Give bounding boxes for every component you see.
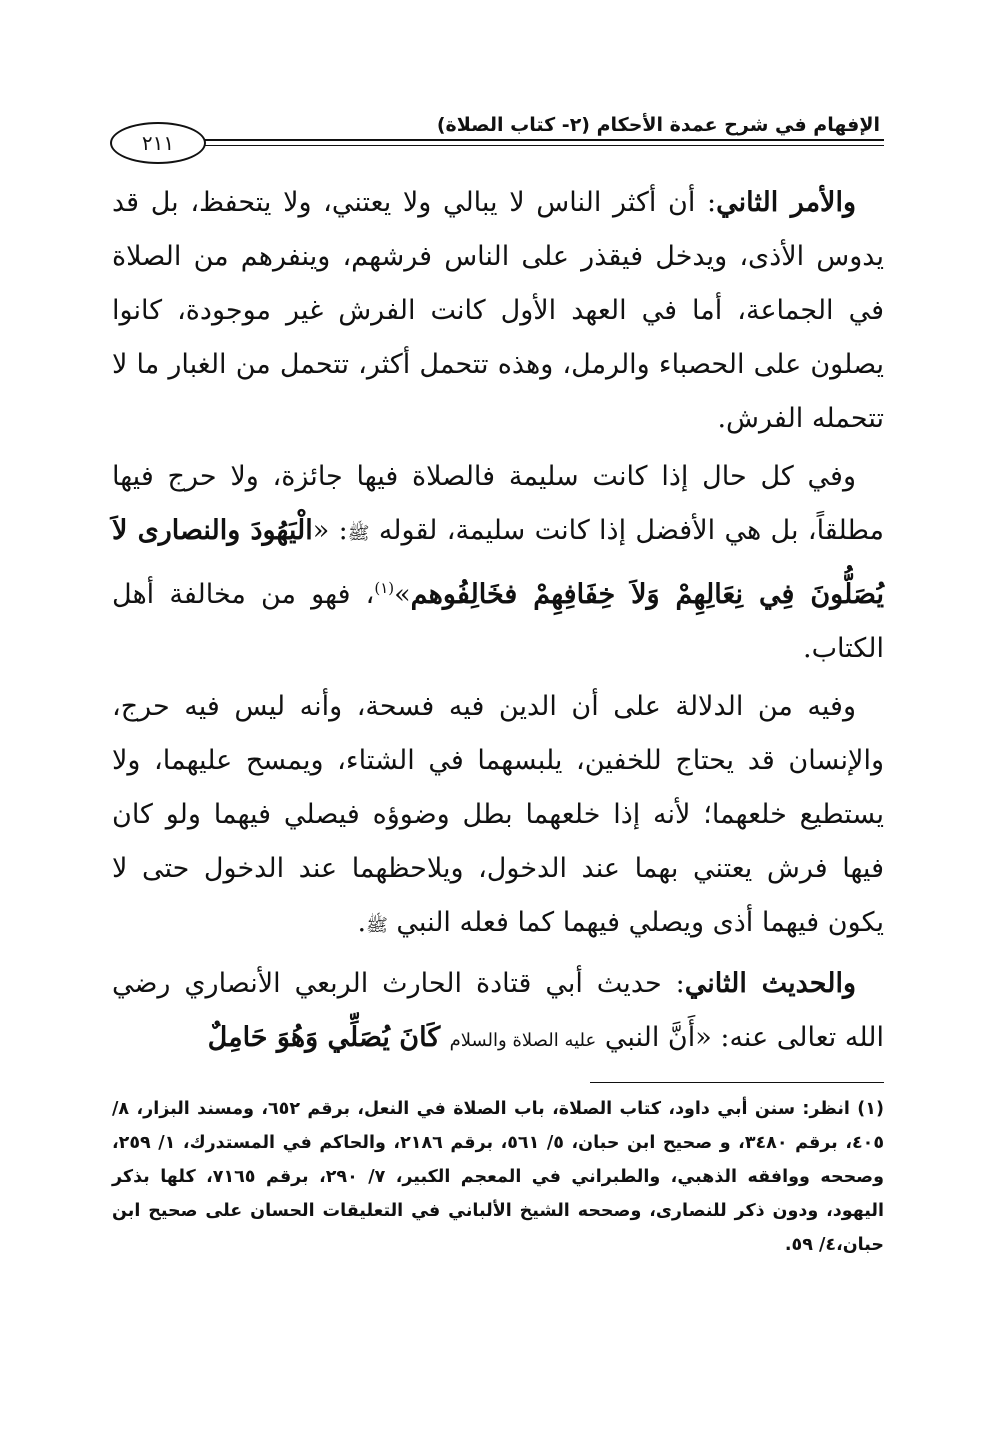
salawat-phrase: عليه الصلاة والسلام bbox=[449, 1030, 597, 1051]
header-rule-thin bbox=[196, 145, 884, 146]
paragraph-3-text-before: وفيه من الدلالة على أن الدين فيه فسحة، وأنه ليس فيه حرج، والإنسان قد يحتاج للخفين، يلبسهما في الشتاء، ويمسح عليهما، ولا يستطيع خلعهما؛ لأنه إذا خلعهما بطل وضوؤه فيصلي فيهما ولو كان فيها فرش يعتني بهما عند الدخول، ويلاحظهما عند الدخول حتى لا يكون فيهما أذى ويصلي فيهما كما فعله النبي bbox=[112, 691, 884, 938]
salawat-symbol: ﷺ bbox=[366, 915, 388, 936]
paragraph-2-text-before: وفي كل حال إذا كانت سليمة فالصلاة فيها جائزة، ولا حرج فيها مطلقاً، بل هي الأفضل إذا كانت سليمة، لقوله bbox=[112, 461, 885, 546]
paragraph-1 bbox=[112, 176, 884, 446]
main-text bbox=[112, 176, 884, 1068]
paragraph-2-text-mid: : « bbox=[312, 515, 348, 546]
paragraph-2 bbox=[112, 450, 884, 676]
header-rule-thick bbox=[196, 139, 884, 141]
paragraph-1-lead: والأمر الثاني bbox=[716, 187, 856, 218]
footnote-separator bbox=[590, 1082, 884, 1083]
running-header-title: الإفهام في شرح عمدة الأحكام (٢- كتاب الصلاة) bbox=[436, 114, 880, 136]
paragraph-3-text-after: . bbox=[357, 907, 367, 938]
paragraph-4 bbox=[112, 957, 884, 1068]
hadith-quote-close: » bbox=[394, 579, 411, 610]
paragraph-4-text-before: : حديث أبي قتادة الحارث الربعي الأنصاري رضي الله تعالى عنه: «أَنَّ النبي bbox=[112, 968, 884, 1053]
footnote-text: (١) انظر: سنن أبي داود، كتاب الصلاة، باب الصلاة في النعل، برقم ٦٥٢، ومسند البزار، ٨/ ٤٠٥، برقم ٣٤٨٠، و صحيح ابن حبان، ٥/ ٥٦١، برقم ٢١٨٦، والحاكم في المستدرك، ١/ ٢٥٩، وصححه ووافقه الذهبي، والطبراني في المعجم الكبير، ٧/ ٢٩٠، برقم ٧١٦٥، كلها بذكر اليهود، ودون ذكر للنصارى، وصححه الشيخ الألباني في التعليقات الحسان على صحيح ابن حبان،٤/ ٥٩. bbox=[112, 1099, 885, 1255]
paragraph-1-text: : أن أكثر الناس لا يبالي ولا يعتني، ولا يتحفظ، بل قد يدوس الأذى، ويدخل فيقذر على الناس فرشهم، وينفرهم من الصلاة في الجماعة، أما في العهد الأول كانت الفرش غير موجودة، كانوا يصلون على الحصباء والرمل، وهذه تتحمل أكثر، تتحمل من الغبار ما لا تتحمله الفرش. bbox=[112, 187, 884, 434]
hadith-quote: الْيَهُودَ والنصارى لاَ يُصَلُّونَ فِي نِعَالِهِمْ وَلاَ خِفَافِهِمْ فخَالِفُوهم bbox=[112, 515, 884, 610]
footnote bbox=[112, 1092, 884, 1262]
footnote-reference[interactable]: (١) bbox=[374, 579, 395, 597]
paragraph-2-text-after: ، فهو من مخالفة أهل الكتاب. bbox=[112, 579, 884, 664]
page-number-badge: ٢١١ bbox=[110, 122, 206, 164]
salawat-symbol: ﷺ bbox=[347, 523, 370, 544]
hadith-quote: كَانَ يُصَلِّي وَهُوَ حَامِلٌ bbox=[207, 1022, 450, 1053]
paragraph-3 bbox=[112, 680, 884, 953]
paragraph-4-lead: والحديث الثاني bbox=[684, 968, 856, 999]
